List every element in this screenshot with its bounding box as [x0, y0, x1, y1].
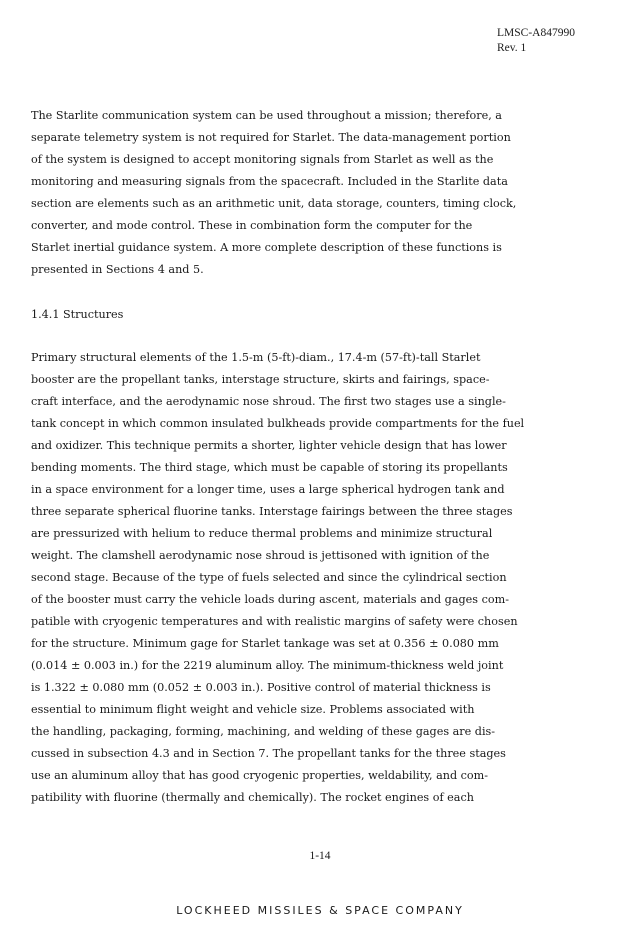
text-line: The Starlite communication system can be used throughout a mission; therefore, a	[31, 109, 502, 122]
text-line: separate telemetry system is not required for Starlet. The data-management portion	[31, 131, 511, 144]
text-line: of the booster must carry the vehicle loads during ascent, materials and gages com-	[31, 593, 509, 606]
text-line: (0.014 ± 0.003 in.) for the 2219 aluminum alloy. The minimum-thickness weld joint	[31, 659, 504, 672]
text-line: the handling, packaging, forming, machining, and welding of these gages are dis-	[31, 725, 496, 738]
text-line: booster are the propellant tanks, interstage structure, skirts and fairings, space-	[31, 373, 490, 386]
text-line: second stage. Because of the type of fuels selected and since the cylindrical section	[31, 571, 507, 584]
section-heading: 1.4.1 Structures	[31, 308, 124, 321]
text-line: Primary structural elements of the 1.5-m (5-ft)-diam., 17.4-m (57-ft)-tall Starlet	[31, 351, 481, 364]
text-line: and oxidizer. This technique permits a shorter, lighter vehicle design that has lower	[31, 439, 507, 452]
company-footer: LOCKHEED MISSILES & SPACE COMPANY	[176, 904, 464, 917]
text-line: cussed in subsection 4.3 and in Section 7. The propellant tanks for the three stages	[31, 747, 506, 760]
text-line: bending moments. The third stage, which must be capable of storing its propellants	[31, 461, 508, 474]
text-line: section are elements such as an arithmetic unit, data storage, counters, timing clock,	[31, 197, 517, 210]
text-line: patible with cryogenic temperatures and with realistic margins of safety were chosen	[31, 615, 518, 628]
text-line: for the structure. Minimum gage for Starlet tankage was set at 0.356 ± 0.080 mm	[31, 637, 499, 650]
revision-label: Rev. 1	[497, 42, 527, 54]
text-line: presented in Sections 4 and 5.	[31, 263, 204, 276]
text-line: tank concept in which common insulated bulkheads provide compartments for the fuel	[31, 417, 525, 430]
text-line: of the system is designed to accept monitoring signals from Starlet as well as the	[31, 153, 494, 166]
text-line: use an aluminum alloy that has good cryogenic properties, weldability, and com-	[31, 769, 489, 782]
text-line: in a space environment for a longer time, uses a large spherical hydrogen tank and	[31, 483, 505, 496]
text-line: craft interface, and the aerodynamic nose shroud. The first two stages use a single-	[31, 395, 506, 408]
paragraph-communication-system	[31, 105, 599, 281]
paragraph-structures	[31, 347, 599, 809]
text-line: essential to minimum flight weight and vehicle size. Problems associated with	[31, 703, 475, 716]
text-line: patibility with fluorine (thermally and chemically). The rocket engines of each	[31, 791, 474, 804]
text-line: is 1.322 ± 0.080 mm (0.052 ± 0.003 in.). Positive control of material thickness is	[31, 681, 491, 694]
document-id-block	[497, 26, 575, 56]
text-line: converter, and mode control. These in combination form the computer for the	[31, 219, 473, 232]
document-number: LMSC-A847990	[497, 27, 575, 39]
text-line: weight. The clamshell aerodynamic nose shroud is jettisoned with ignition of the	[31, 549, 490, 562]
text-line: are pressurized with helium to reduce thermal problems and minimize structural	[31, 527, 493, 540]
text-line: Starlet inertial guidance system. A more complete description of these functions is	[31, 241, 502, 254]
text-line: three separate spherical fluorine tanks. Interstage fairings between the three stages	[31, 505, 513, 518]
text-line: monitoring and measuring signals from the spacecraft. Included in the Starlite data	[31, 175, 508, 188]
page-number: 1-14	[309, 850, 331, 862]
